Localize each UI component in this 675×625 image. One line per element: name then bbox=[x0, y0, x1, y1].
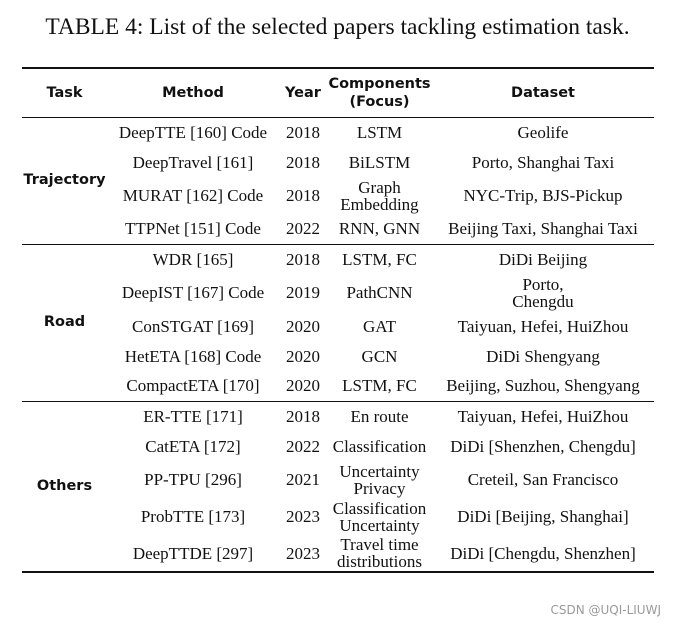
header-components-line2: (Focus) bbox=[349, 93, 410, 110]
components-cell bbox=[327, 498, 432, 535]
components-line: PathCNN bbox=[346, 283, 413, 302]
year-cell: 2019 bbox=[286, 283, 320, 302]
method-cell: DeepIST [167] Code bbox=[121, 283, 265, 302]
watermark: CSDN @UQI-LIUWJ bbox=[550, 603, 661, 617]
dataset-cell bbox=[432, 401, 654, 431]
task-cell: Road bbox=[43, 314, 86, 330]
dataset-line: Creteil, San Francisco bbox=[467, 470, 619, 489]
components-line: Graph bbox=[358, 177, 401, 197]
dataset-cell bbox=[432, 341, 654, 371]
year-cell: 2018 bbox=[286, 249, 320, 269]
components-line: LSTM, FC bbox=[342, 376, 417, 396]
header-components-line1: Components bbox=[328, 75, 431, 92]
table-caption: TABLE 4: List of the selected papers tackling estimation task. bbox=[45, 14, 630, 40]
group-others bbox=[22, 401, 654, 572]
components-cell bbox=[327, 117, 432, 147]
components-line: RNN, GNN bbox=[338, 219, 421, 239]
dataset-line: Taiyuan, Hefei, HuiZhou bbox=[457, 406, 629, 426]
dataset-cell bbox=[432, 274, 654, 311]
components-line: Travel time bbox=[340, 535, 419, 554]
components-line: En route bbox=[350, 406, 409, 426]
dataset-line: Porto, Shanghai Taxi bbox=[471, 152, 615, 172]
table-header bbox=[22, 68, 654, 117]
table-row bbox=[22, 431, 654, 461]
components-line: Embedding bbox=[340, 194, 419, 214]
components-line: Uncertainty bbox=[339, 461, 420, 481]
table-row bbox=[22, 341, 654, 371]
year-cell: 2020 bbox=[286, 376, 320, 396]
components-line: Privacy bbox=[353, 478, 406, 498]
dataset-line: DiDi Beijing bbox=[498, 249, 588, 269]
components-line: Classification bbox=[332, 436, 427, 456]
dataset-line: Porto, bbox=[522, 274, 564, 294]
papers-table bbox=[22, 67, 654, 573]
dataset-cell bbox=[432, 431, 654, 461]
method-cell: MURAT [162] Code bbox=[122, 186, 264, 205]
dataset-cell bbox=[432, 498, 654, 535]
dataset-line: DiDi [Chengdu, Shenzhen] bbox=[450, 543, 636, 563]
year-cell: 2018 bbox=[286, 406, 320, 426]
table-row bbox=[22, 214, 654, 244]
components-line: LSTM bbox=[356, 122, 403, 142]
components-line: LSTM, FC bbox=[342, 249, 417, 269]
year-cell: 2018 bbox=[286, 152, 320, 172]
header-components bbox=[327, 68, 432, 117]
method-cell: HetETA [168] Code bbox=[124, 346, 262, 366]
method-cell: DeepTTE [160] Code bbox=[118, 122, 268, 142]
components-cell bbox=[327, 371, 432, 401]
header-year: Year bbox=[285, 84, 321, 101]
table-row bbox=[22, 177, 654, 214]
components-cell bbox=[327, 214, 432, 244]
components-line: Classification bbox=[332, 498, 427, 518]
task-cell: Trajectory bbox=[23, 172, 106, 188]
dataset-line: Beijing Taxi, Shanghai Taxi bbox=[448, 219, 638, 239]
components-cell bbox=[327, 177, 432, 214]
dataset-cell bbox=[432, 461, 654, 498]
header-row bbox=[22, 68, 654, 117]
table-row bbox=[22, 401, 654, 431]
table-row bbox=[22, 498, 654, 535]
components-line: GCN bbox=[361, 346, 398, 366]
year-cell: 2023 bbox=[286, 543, 320, 563]
dataset-cell bbox=[432, 117, 654, 147]
year-cell: 2018 bbox=[286, 186, 320, 205]
components-cell bbox=[327, 147, 432, 177]
dataset-line: Geolife bbox=[517, 122, 569, 142]
components-line: distributions bbox=[336, 552, 422, 571]
dataset-cell bbox=[432, 535, 654, 572]
dataset-line: Taiyuan, Hefei, HuiZhou bbox=[457, 316, 629, 336]
task-cell: Others bbox=[36, 477, 93, 494]
dataset-cell bbox=[432, 311, 654, 341]
header-method: Method bbox=[162, 84, 224, 101]
header-task: Task bbox=[46, 84, 83, 101]
table-row bbox=[22, 244, 654, 274]
table-row bbox=[22, 461, 654, 498]
components-cell bbox=[327, 461, 432, 498]
year-cell: 2020 bbox=[286, 316, 320, 336]
dataset-line: Chengdu bbox=[512, 291, 574, 311]
dataset-cell bbox=[432, 244, 654, 274]
method-cell: CatETA [172] bbox=[145, 436, 241, 456]
group-road bbox=[22, 244, 654, 401]
components-cell bbox=[327, 401, 432, 431]
method-cell: ProbTTE [173] bbox=[140, 507, 246, 526]
year-cell: 2022 bbox=[286, 219, 320, 239]
method-cell: DeepTravel [161] bbox=[132, 152, 254, 172]
table-row bbox=[22, 274, 654, 311]
dataset-line: DiDi Shengyang bbox=[486, 346, 600, 366]
dataset-cell bbox=[432, 371, 654, 401]
dataset-cell bbox=[432, 147, 654, 177]
table-row bbox=[22, 117, 654, 147]
components-cell bbox=[327, 274, 432, 311]
year-cell: 2018 bbox=[286, 122, 320, 142]
year-cell: 2023 bbox=[286, 507, 320, 526]
components-cell bbox=[327, 311, 432, 341]
header-dataset: Dataset bbox=[511, 84, 575, 101]
dataset-cell bbox=[432, 177, 654, 214]
components-line: GAT bbox=[362, 316, 397, 336]
year-cell: 2022 bbox=[286, 436, 320, 456]
method-cell: TTPNet [151] Code bbox=[125, 219, 261, 239]
table-row bbox=[22, 147, 654, 177]
method-cell: ER-TTE [171] bbox=[143, 406, 243, 426]
dataset-line: NYC-Trip, BJS-Pickup bbox=[463, 186, 623, 205]
components-cell bbox=[327, 341, 432, 371]
table-row bbox=[22, 535, 654, 572]
components-cell bbox=[327, 244, 432, 274]
method-cell: CompactETA [170] bbox=[126, 376, 260, 396]
dataset-line: Beijing, Suzhou, Shengyang bbox=[446, 376, 640, 396]
components-cell bbox=[327, 535, 432, 572]
table-row bbox=[22, 371, 654, 401]
dataset-cell bbox=[432, 214, 654, 244]
year-cell: 2021 bbox=[286, 470, 320, 489]
components-cell bbox=[327, 431, 432, 461]
components-line: Uncertainty bbox=[339, 515, 420, 535]
table-row bbox=[22, 311, 654, 341]
method-cell: DeepTTDE [297] bbox=[132, 543, 254, 563]
year-cell: 2020 bbox=[286, 346, 320, 366]
method-cell: WDR [165] bbox=[152, 249, 234, 269]
group-trajectory bbox=[22, 117, 654, 244]
dataset-line: DiDi [Shenzhen, Chengdu] bbox=[450, 436, 636, 456]
components-line: BiLSTM bbox=[348, 152, 411, 172]
method-cell: PP-TPU [296] bbox=[144, 470, 242, 489]
method-cell: ConSTGAT [169] bbox=[132, 316, 254, 336]
dataset-line: DiDi [Beijing, Shanghai] bbox=[457, 507, 629, 526]
